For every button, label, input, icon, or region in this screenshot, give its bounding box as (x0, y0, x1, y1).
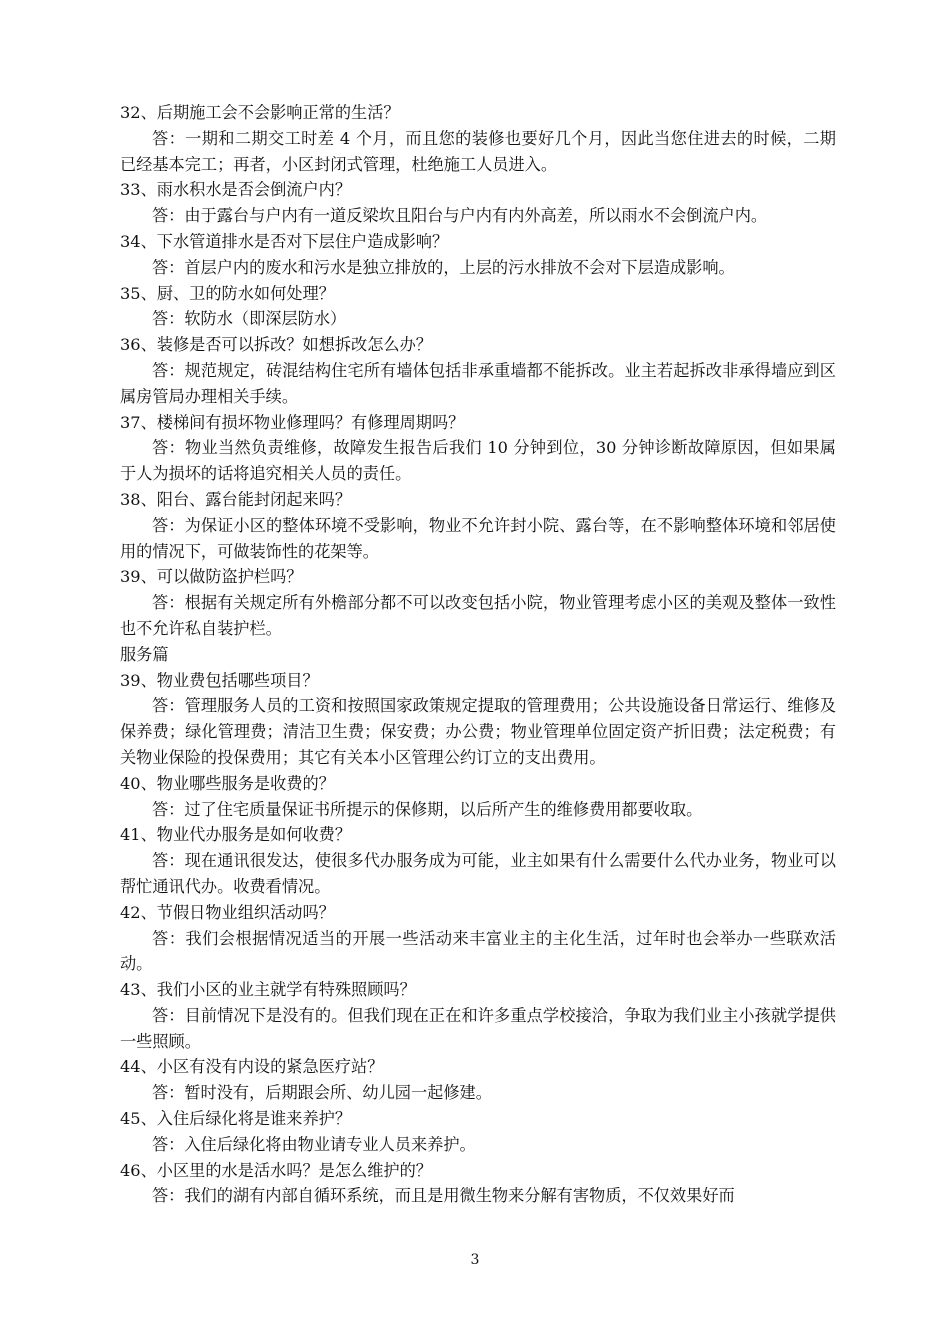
answer-35: 答：软防水（即深层防水） (152, 309, 347, 329)
answer-38: 答：为保证小区的整体环境不受影响，物业不允许封小院、露台等，在不影响整体环境和邻居使用的情况下，可做装饰性的花架等。 (120, 515, 836, 561)
question-40: 40、物业哪些服务是收费的？ (120, 773, 335, 793)
answer-32: 答：一期和二期交工时差 4 个月，而且您的装修也要好几个月，因此当您住进去的时候，二期已经基本完工；再者，小区封闭式管理，杜绝施工人员进入。 (120, 128, 836, 174)
question-34: 34、下水管道排水是否对下层住户造成影响？ (120, 231, 449, 251)
answer-43: 答：目前情况下是没有的。但我们现在正在和许多重点学校接洽，争取为我们业主小孩就学提供一些照顾。 (120, 1005, 836, 1051)
answer-46: 答：我们的湖有内部自循环系统，而且是用微生物来分解有害物质，不仅效果好而 (152, 1186, 735, 1206)
document-body (120, 100, 836, 1209)
answer-36: 答：规范规定，砖混结构住宅所有墙体包括非承重墙都不能拆改。业主若起拆改非承得墙应到区属房管局办理相关手续。 (120, 360, 836, 406)
question-33: 33、雨水积水是否会倒流户内？ (120, 180, 352, 200)
answer-45: 答：入住后绿化将由物业请专业人员来养护。 (152, 1134, 476, 1154)
answer-39-railing: 答：根据有关规定所有外檐部分都不可以改变包括小院，物业管理考虑小区的美观及整体一致性也不允许私自装护栏。 (120, 593, 836, 638)
question-46: 46、小区里的水是活水吗？是怎么维护的？ (120, 1160, 432, 1180)
answer-34: 答：首层户内的废水和污水是独立排放的，上层的污水排放不会对下层造成影响。 (152, 257, 735, 277)
question-42: 42、节假日物业组织活动吗？ (120, 902, 335, 922)
question-37: 37、楼梯间有损坏物业修理吗？有修理周期吗？ (120, 412, 465, 432)
question-38: 38、阳台、露台能封闭起来吗？ (120, 489, 352, 509)
question-45: 45、入住后绿化将是谁来养护？ (120, 1109, 352, 1129)
question-39-railing: 39、可以做防盗护栏吗？ (120, 567, 303, 587)
question-41: 41、物业代办服务是如何收费？ (120, 825, 352, 845)
answer-39-fee: 答：管理服务人员的工资和按照国家政策规定提取的管理费用；公共设施设备日常运行、维修及保养费；绿化管理费；清洁卫生费；保安费；办公费；物业管理单位固定资产折旧费；法定税费；有关物业保险的投保费用；其它有关本小区管理公约订立的支出费用。 (120, 696, 836, 767)
question-36: 36、装修是否可以拆改？如想拆改怎么办？ (120, 335, 432, 355)
answer-41: 答：现在通讯很发达，使很多代办服务成为可能，业主如果有什么需要什么代办业务，物业可以帮忙通讯代办。收费看情况。 (120, 851, 836, 896)
answer-44: 答：暂时没有，后期跟会所、幼儿园一起修建。 (152, 1083, 492, 1103)
question-44: 44、小区有没有内设的紧急医疗站？ (120, 1057, 384, 1077)
section-heading-service: 服务篇 (120, 644, 169, 664)
answer-33: 答：由于露台与户内有一道反梁坎且阳台与户内有内外高差，所以雨水不会倒流户内。 (152, 206, 768, 226)
answer-42: 答：我们会根据情况适当的开展一些活动来丰富业主的主化生活，过年时也会举办一些联欢活动。 (120, 928, 836, 974)
question-32: 32、后期施工会不会影响正常的生活？ (120, 103, 400, 122)
answer-37: 答：物业当然负责维修，故障发生报告后我们 10 分钟到位，30 分钟诊断故障原因，但如果属于人为损坏的话将追究相关人员的责任。 (120, 438, 836, 484)
answer-40: 答：过了住宅质量保证书所提示的保修期，以后所产生的维修费用都要收取。 (152, 799, 703, 819)
question-43: 43、我们小区的业主就学有特殊照顾吗？ (120, 980, 416, 1000)
question-39-fee: 39、物业费包括哪些项目？ (120, 670, 319, 690)
page-number: 3 (470, 1252, 480, 1268)
question-35: 35、厨、卫的防水如何处理？ (120, 283, 335, 303)
